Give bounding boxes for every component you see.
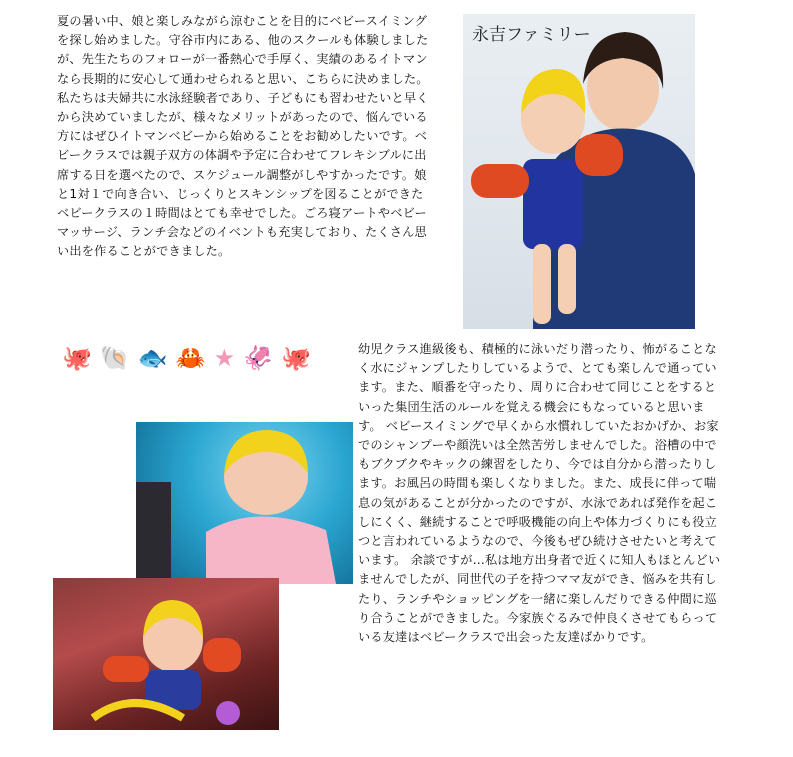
fish-icon: 🐟 xyxy=(137,344,168,372)
family-photo-illustration xyxy=(463,14,695,329)
shell-icon: 🐚 xyxy=(99,344,130,372)
octopus-icon: 🐙 xyxy=(62,344,92,372)
sea-creature-decoration-row xyxy=(62,340,352,376)
family-photo xyxy=(463,14,695,329)
story-paragraph-2: 幼児クラス進級後も、積極的に泳いだり潜ったり、怖がることなく水にジャンプしたりしているようで、とても楽しんで通っています。また、順番を守ったり、周りに合わせて同じことをするといった集団生活のルールを覚える機会にもなっていると思います。 ベビースイミングで早くから水慣れしていたおかげか、お家でのシャンプーや顔洗いは全然苦労しませんでした。浴槽の中でもブクブクやキックの練習をしたり、今では自分から潜ったりします。お風呂の時間も楽しくなりました。また、成長に伴って喘息の気があることが分かったのですが、水泳であれば発作を起こしにくく、継続することで呼吸機能の向上や体力づくりにも役立つと言われているようなので、今後もぜひ続けさせたいと考えています。 余談ですが…私は地方出身者で近くに知人もほとんどいませんでしたが、同世代の子を持つママ友ができ、悩みを共有したり、ランチやショッピングを一緒に楽しんだりできる仲間に巡り合うことができました。今家族ぐるみで仲良くさせてもらっている友達はベビークラスで出会った友達ばかりです。 xyxy=(358,342,721,645)
pool-photo-illustration xyxy=(53,578,279,730)
underwater-photo-illustration xyxy=(136,422,353,584)
family-photo-caption: 永吉ファミリー xyxy=(472,25,591,45)
story-paragraph-1: 夏の暑い中、娘と楽しみながら涼むことを目的にベビースイミングを探し始めました。守谷市内にある、他のスクールも体験しましたが、先生たちのフォローが一番熱心で手厚く、実績のあるイトマンなら長期的に安心して通わせられると思い、こちらに決めました。私たちは夫婦共に水泳経験者であり、子どもにも習わせたいと早くから決めていましたが、様々なメリットがあったので、悩んでいる方にはぜひイトマンベビーから始めることをお勧めしたいです。ベビークラスでは親子双方の体調や予定に合わせてフレキシブルに出席する日を選べたので、スケジュール調整がしやすかったです。娘と1対１で向き合い、じっくりとスキンシップを図ることができたベビークラスの１時間はとても幸せでした。ごろ寝アートやベビーマッサージ、ランチ会などのイベントも充実しており、たくさん思い出を作ることができました。 xyxy=(57,14,429,259)
crab-icon: 🦀 xyxy=(175,344,206,372)
pool-child-photo xyxy=(53,578,279,730)
octopus-icon: 🐙 xyxy=(280,344,311,372)
underwater-baby-photo xyxy=(136,422,353,584)
squid-icon: 🦑 xyxy=(243,344,273,372)
starfish-icon: ★ xyxy=(213,344,236,372)
